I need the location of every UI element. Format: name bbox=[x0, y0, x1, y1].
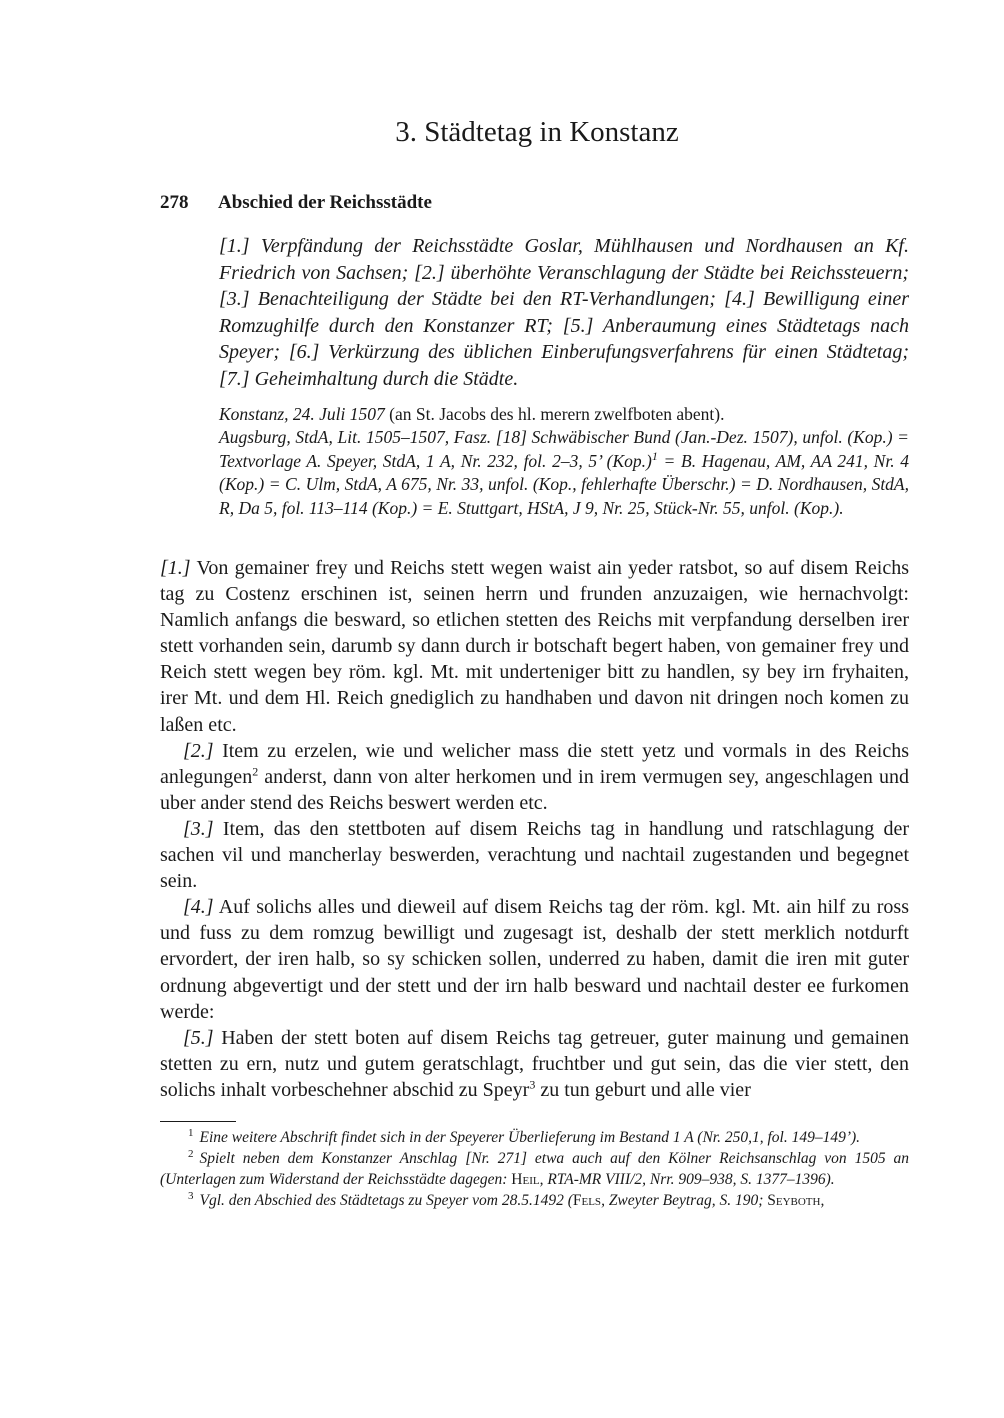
paragraph-text-cont: zu tun geburt und alle vier bbox=[535, 1078, 751, 1101]
footnote-text-end: , bbox=[820, 1192, 825, 1209]
footnote-mark: 2 bbox=[188, 1147, 194, 1160]
paragraph-3 bbox=[160, 816, 909, 894]
document-summary: [1.] Verpfändung der Reichsstädte Goslar, Mühlhausen und Nordhausen an Kf. Friedrich von Sachsen; [2.] überhöhte Veranschlagung der Städte bei Reichssteuern; [3.] Benachteiligung der Städte bei den RT-Verhandlungen; [4.] Bewilligung einer Romzughilfe durch den Konstanzer RT; [5.] Anberaumung eines Städtetags nach Speyer; [6.] Verkürzung des üblichen Einberufungsverfahrens für einen Städtetag; [7.] Geheimhaltung durch die Städte. bbox=[219, 235, 909, 390]
footnote-author: Seyboth bbox=[767, 1192, 821, 1209]
paragraph-2 bbox=[160, 738, 909, 816]
section-label: [4.] bbox=[183, 896, 214, 919]
footnote-1 bbox=[160, 1127, 909, 1148]
footnote-mark: 1 bbox=[188, 1126, 194, 1139]
paragraph-text: Von gemainer frey und Reichs stett wegen waist ain yeder ratsbot, so auf disem Reichs tag zu Costenz erschinen ist, seinen herrn und frunden anzuzaigen, wie hernachvolgt: Namlich anfangs die besward, so etlichen stetten des Reichs mit verpfandung derselben irer stett vorhanden sein, darumb sy dann durch ir botschaft begert haben, von gemainer frey und Reich stett wegen bey röm. kgl. Mt. mit underteniger bitt zu handlen, sy bey irn fryhaiten, irer Mt. und dem Hl. Reich gnediglich zu handhaben und davon nit dringen noch komen zu laßen etc. bbox=[160, 557, 909, 736]
section-label: [1.] bbox=[160, 557, 191, 579]
footnote-divider bbox=[160, 1121, 236, 1122]
footnote-author: Fels bbox=[572, 1192, 602, 1209]
footnotes bbox=[160, 1127, 909, 1211]
footnote-author: Heil bbox=[511, 1171, 540, 1188]
section-label: [3.] bbox=[183, 817, 214, 840]
sources-text-cont: = B. Hagenau, AM, AA 241, Nr. 4 (Kop.) = C. Ulm, StdA, A 675, Nr. 33, unfol. (Kop., fehlerhafte Überschr.) = D. Nordhausen, StdA, R, Da 5, fol. 113–114 (Kop.) = E. Stuttgart, HStA, J 9, Nr. 25, Stück-Nr. 55, unfol. (Kop.). bbox=[219, 450, 909, 518]
footnote-3 bbox=[160, 1190, 909, 1211]
footnote-mark: 3 bbox=[188, 1189, 194, 1202]
section-label: [5.] bbox=[183, 1026, 214, 1049]
document-title: Abschied der Reichsstädte bbox=[218, 192, 432, 213]
paragraph-4 bbox=[160, 894, 909, 1024]
main-text bbox=[160, 555, 909, 1103]
footnote-text: Eine weitere Abschrift findet sich in der Speyerer Überlieferung im Bestand 1 A (Nr. 250,1, fol. 149–149’). bbox=[199, 1129, 861, 1146]
paragraph-text: Haben der stett boten auf disem Reichs tag getreuer, guter mainung und gemainen stetten zu ern, nutz und gutem geratschlagt, fruchtber und gut sein, das die vier stett, den solichs inhalt vorbeschehner abschid zu Speyr bbox=[160, 1026, 909, 1101]
footnote-2 bbox=[160, 1148, 909, 1190]
footnote-text-cont: , Zweyter Beytrag, S. 190; bbox=[601, 1192, 768, 1209]
footnote-text: Vgl. den Abschied des Städtetags zu Speyer vom 28.5.1492 ( bbox=[199, 1192, 573, 1209]
paragraph-text-cont: anderst, dann von alter herkomen und in irem vermugen sey, angeschlagen und uber ander stend des Reichs beswert werden etc. bbox=[160, 765, 909, 814]
footnote-ref: 2 bbox=[252, 764, 259, 779]
paragraph-text: Item zu erzelen, wie und welicher mass die stett yetz und vormals in des Reichs anlegungen bbox=[160, 739, 909, 788]
chapter-title: 3. Städtetag in Konstanz bbox=[395, 116, 679, 148]
footnote-ref: 1 bbox=[651, 448, 658, 463]
document-number: 278 bbox=[160, 192, 189, 213]
paragraph-text: Item, das den stettboten auf disem Reichs tag in handlung und ratschlagung der sachen vil und mancherlay beswerden, verachtung und nachtail zugestanden und begegnet sein. bbox=[160, 817, 909, 893]
footnote-text: Spielt neben dem Konstanzer Anschlag [Nr. 271] etwa auch auf den Kölner Reichsanschlag von 1505 an (Unterlagen zum Widerstand der Reichsstädte dagegen: bbox=[160, 1150, 909, 1188]
section-label: [2.] bbox=[183, 739, 214, 762]
paragraph-1 bbox=[160, 555, 909, 738]
footnote-ref: 3 bbox=[529, 1077, 536, 1092]
date-place: Konstanz, 24. Juli 1507 bbox=[219, 404, 385, 424]
footnote-text-cont: , RTA-MR VIII/2, Nrr. 909–938, S. 1377–1396). bbox=[539, 1171, 835, 1188]
paragraph-5 bbox=[160, 1025, 909, 1103]
sources-text: Augsburg, StdA, Lit. 1505–1507, Fasz. [18] Schwäbischer Bund (Jan.-Dez. 1507), unfol. (Kop.) = Textvorlage A. Speyer, StdA, 1 A, Nr. 232, fol. 2–3, 5’ (Kop.) bbox=[219, 427, 909, 471]
source-information bbox=[219, 403, 909, 520]
paragraph-text: Auf solichs alles und dieweil auf disem Reichs tag der röm. kgl. Mt. ain hilf zu ross und fuss zu dem romzug bewilligt und zugesagt ist, deshalb der stett merklich notdurft ervordert, der iren halb, so sy schicken sollen, underred zu haben, damit die iren mit guter ordnung abgevertigt und der stett und der irn halb besward und nachtail dester ee furkomen werde: bbox=[160, 896, 909, 1023]
document-heading bbox=[160, 190, 432, 216]
date-quote: (an St. Jacobs des hl. merern zwelfboten abent). bbox=[384, 404, 725, 424]
